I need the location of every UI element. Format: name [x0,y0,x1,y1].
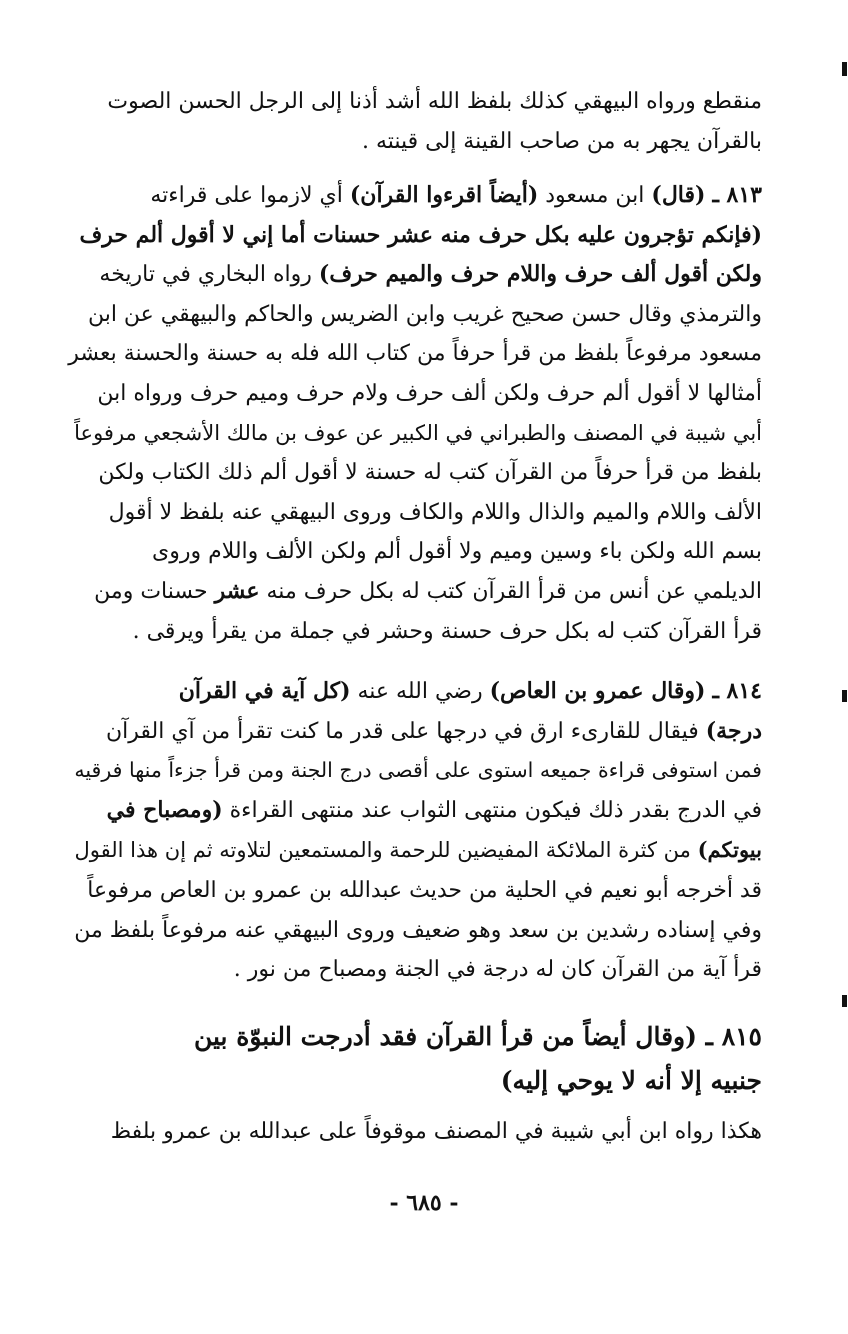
text-line: هكذا رواه ابن أبي شيبة في المصنف موقوفاً على عبدالله بن عمرو بلفظ [110,1119,762,1144]
text-line: والترمذي وقال حسن صحيح غريب وابن الضريس والحاكم والبيهقي عن ابن [87,301,762,327]
bold-text: (ومصباح في [106,796,223,823]
bold-text: بيوتكم) [697,837,762,863]
text-line: فمن استوفى قراءة جميعه استوى على أقصى درج الجنة ومن قرأ جزءاً منها فرقيه [74,758,762,783]
text-line: قد أخرجه أبو نعيم في الحلية من حديث عبدالله بن عمرو بن العاص مرفوعاً [87,877,762,903]
entry-number: ٨١٤ ـ [712,678,762,704]
text-line: بالقرآن يجهر به من صاحب القينة إلى قينته . [361,128,762,154]
entry-number: ٨١٣ ـ [712,182,762,208]
edge-mark-middle [842,690,847,702]
text-segment: حسنات ومن [94,578,208,604]
entry-815 [62,1015,762,1103]
page-number: - ٦٨٥ - [389,1190,459,1216]
text-line: وفي إسناده رشدين بن سعد وهو ضعيف وروى البيهقي عنه مرفوعاً بلفظ من [74,917,762,943]
bold-text: ولكن أقول ألف حرف واللام حرف والميم حرف) [318,261,762,288]
text-line [62,1015,762,1059]
text-line: أبي شيبة في المصنف والطبراني في الكبير عن عوف بن مالك الأشجعي مرفوعاً [74,420,762,445]
entry-813 [62,176,762,651]
text-segment: رواه البخاري في تاريخه [99,262,312,288]
entry-815-note [62,1112,762,1152]
text-line: قرأ آية من القرآن كان له درجة في الجنة ومصباح من نور . [233,957,762,983]
text-segment: فيقال للقارىء ارق في درجها على قدر ما كنت تقرأ من آي القرآن [105,718,699,744]
text-segment: في الدرج بقدر ذلك فيكون منتهى الثواب عند منتهى القراءة [229,797,762,823]
edge-mark-top [842,62,847,76]
edge-mark-bottom [842,995,847,1007]
bold-text-line: جنبيه إلا أنه لا يوحي إليه) [500,1066,762,1095]
text-line: الألف واللام والميم والذال واللام والكاف وروى البيهقي عنه بلفظ لا أقول [108,499,762,525]
text-line [62,572,762,612]
text-line: قرأ القرآن كتب له بكل حرف حسنة وحشر في جملة من يقرأ ويرقى . [132,618,762,644]
text-line [62,672,762,712]
bold-text: (أيضاً اقرءوا القرآن) [349,182,539,208]
text-line [62,712,762,752]
text-line [62,255,762,295]
text-segment: الديلمي عن أنس من قرأ القرآن كتب له بكل حرف منه [266,578,762,604]
entry-number: ٨١٥ ـ [705,1022,762,1051]
text-segment: رضي الله عنه [357,679,483,704]
intro-paragraph [62,82,762,161]
bold-text-line: (فإنكم تؤجرون عليه بكل حرف منه عشر حسنات أما إني لا أقول ألم حرف [79,221,762,248]
text-segment: ابن مسعود [545,183,645,208]
text-line: منقطع ورواه البيهقي كذلك بلفظ الله أشد أذنا إلى الرجل الحسن الصوت [107,89,762,114]
text-segment: من كثرة الملائكة المفيضين للرحمة والمستمعين لتلاوته ثم إن هذا القول [74,838,691,863]
text-line [62,830,762,871]
text-line: أمثالها لا أقول ألم حرف ولكن ألف حرف ولام حرف وميم حرف ورواه ابن [97,380,762,406]
text-line [62,176,762,216]
bold-text: (وقال عمرو بن العاص) [489,678,706,704]
bold-text: درجة) [705,717,762,744]
bold-text: (وقال أيضاً من قرأ القرآن فقد أدرجت النبوّة بين [193,1022,697,1051]
text-line: مسعود مرفوعاً بلفظ من قرأ حرفاً من كتاب الله فله به حسنة والحسنة بعشر [68,341,762,367]
bold-text: (كل آية في القرآن [178,678,351,704]
text-segment: أي لازموا على قراءته [150,183,343,208]
entry-814 [62,672,762,990]
bold-text: عشر [214,577,260,604]
text-line: بلفظ من قرأ حرفاً من القرآن كتب له حسنة لا أقول ألم ذلك الكتاب ولكن [98,460,762,486]
text-line [62,791,762,831]
text-line: بسم الله ولكن باء وسين وميم ولا أقول ألم ولكن الألف واللام وروى [152,539,762,565]
bold-text: (قال) [651,182,706,208]
